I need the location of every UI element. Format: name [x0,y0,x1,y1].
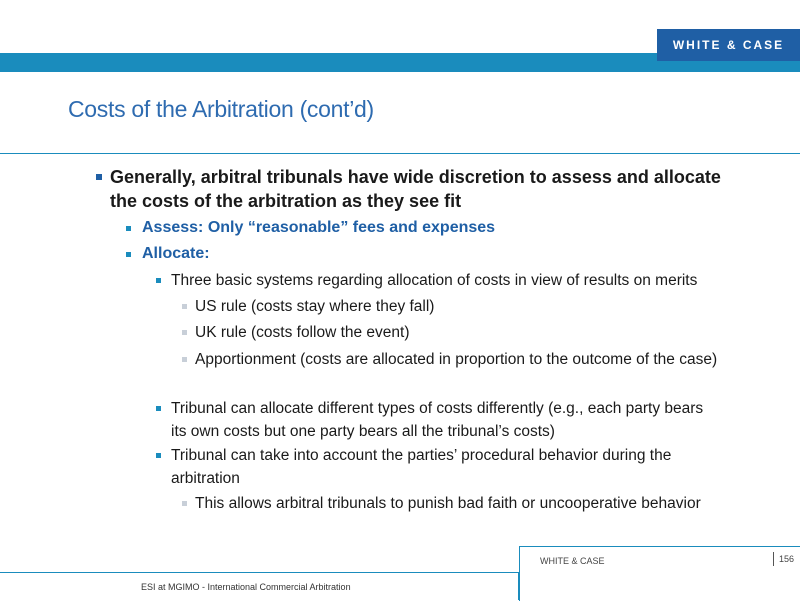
footer-right-frame [519,546,800,601]
bullet-level-4 [182,321,722,344]
footer-separator [773,552,774,566]
page-number: 156 [779,554,795,564]
bullet-text: Assess: Only “reasonable” fees and expenses [142,219,496,236]
bullet-text: Three basic systems regarding allocation of costs in view of results on merits [171,272,698,289]
bullet-text: Generally, arbitral tribunals have wide discretion to assess and allocate the costs of the arbitration as they see fit [110,167,721,211]
bullet-level-4 [182,492,752,515]
square-bullet-icon [126,252,131,257]
footer-brand: WHITE & CASE [540,556,605,566]
bullet-level-2 [126,243,726,265]
square-bullet-icon [156,278,161,283]
bullet-text: Tribunal can take into account the parties’ procedural behavior during the arbitration [171,447,672,487]
bullet-level-1 [96,165,736,213]
square-bullet-icon [126,226,131,231]
square-bullet-icon [96,174,102,180]
bullet-text: This allows arbitral tribunals to punish bad faith or uncooperative behavior [195,495,701,512]
bullet-text: Apportionment (costs are allocated in proportion to the outcome of the case) [195,351,718,368]
square-bullet-icon [182,501,187,506]
footer-course-label: ESI at MGIMO - International Commercial Arbitration [141,582,351,592]
bullet-level-4 [182,295,722,318]
bullet-level-3 [156,269,756,292]
square-bullet-icon [182,357,187,362]
square-bullet-icon [156,406,161,411]
bullet-text: UK rule (costs follow the event) [195,324,410,341]
bullet-level-3 [156,397,716,443]
bullet-text: US rule (costs stay where they fall) [195,298,435,315]
square-bullet-icon [156,453,161,458]
bullet-text: Tribunal can allocate different types of costs differently (e.g., each party bears its own costs but one party bears all the tribunal’s costs) [171,400,704,440]
logo-text: WHITE & CASE [672,38,785,52]
bullet-level-3 [156,444,716,490]
slide-title: Costs of the Arbitration (cont’d) [68,96,374,122]
square-bullet-icon [182,330,187,335]
square-bullet-icon [182,304,187,309]
bullet-level-2 [126,217,726,239]
bullet-level-4 [182,348,722,371]
bullet-text: Allocate: [142,245,210,262]
